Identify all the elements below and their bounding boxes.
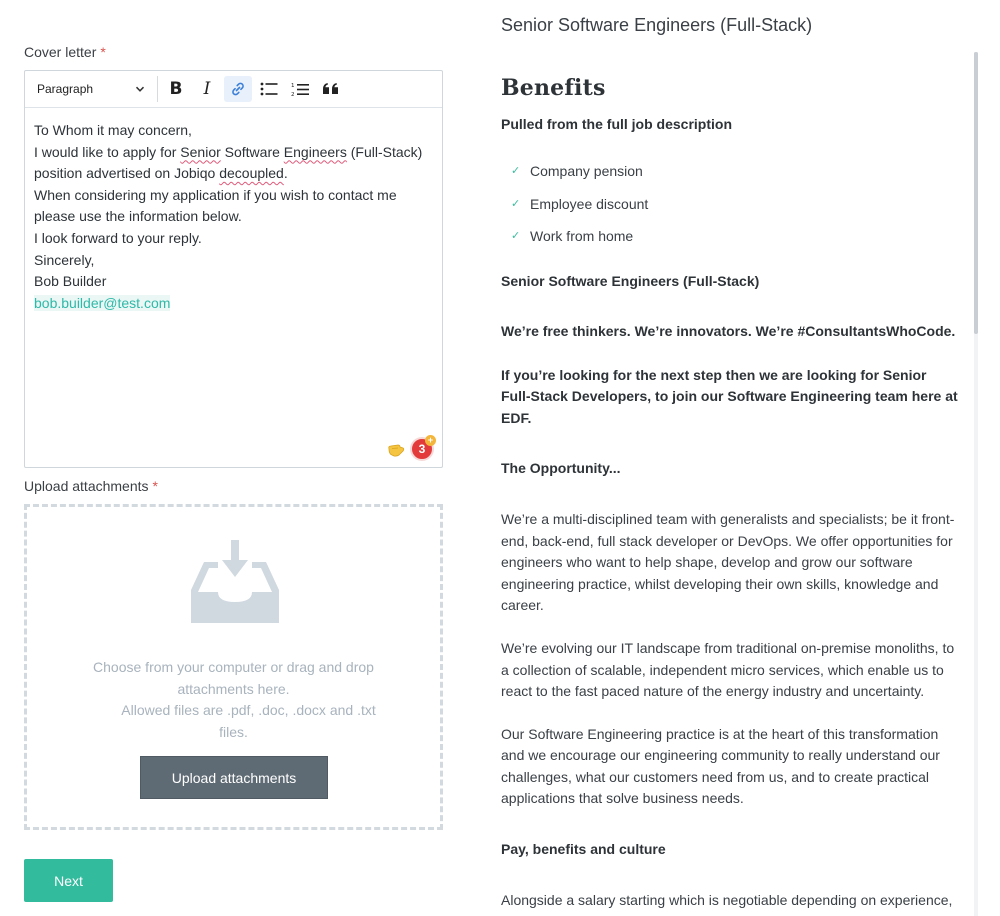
scrollbar-thumb[interactable]: [974, 52, 978, 334]
italic-button[interactable]: [193, 76, 221, 102]
upload-attachments-button[interactable]: Upload attachments: [140, 756, 328, 799]
description-paragraph: [501, 509, 973, 617]
bold-button[interactable]: [162, 76, 190, 102]
grammar-checker-widget[interactable]: [386, 437, 434, 461]
cover-letter-label-text: Cover letter: [24, 44, 97, 60]
description-line: EDF.: [501, 409, 532, 426]
description-line: Alongside a salary starting which is negotiable depending on experience,: [501, 891, 953, 908]
issue-count-badge[interactable]: [410, 437, 434, 461]
benefits-list: [501, 156, 973, 254]
description-line: applications that solve business needs.: [501, 790, 744, 807]
bulleted-list-button[interactable]: [255, 76, 283, 102]
letter-line: I look forward to your reply.: [34, 229, 202, 246]
next-button[interactable]: Next: [24, 859, 113, 902]
benefit-item: [501, 156, 973, 189]
bold-icon: B: [169, 79, 183, 99]
description-line: and we encourage our engineering community to really understand our: [501, 747, 940, 764]
italic-icon: I: [203, 79, 211, 99]
chevron-down-icon: [135, 84, 145, 94]
description-line: engineers who want to help shape, develop and grow our software: [501, 554, 913, 571]
letter-text: (Full-Stack): [346, 143, 423, 160]
description-paragraph: [501, 638, 973, 703]
letter-text: .: [283, 165, 288, 182]
benefit-item: [501, 221, 973, 254]
hand-wave-icon: [386, 439, 406, 459]
letter-text: Software: [220, 143, 284, 160]
description-paragraph: [501, 365, 973, 430]
letter-line: When considering my application if you wish to contact me: [34, 186, 397, 203]
spellcheck-word[interactable]: decoupled: [219, 165, 284, 182]
description-heading: Senior Software Engineers (Full-Stack): [501, 273, 760, 290]
dropzone-instructions: attachments here.: [177, 681, 290, 697]
svg-text:1: 1: [291, 82, 295, 89]
issue-count: 3: [418, 442, 426, 456]
opportunity-heading: The Opportunity...: [501, 460, 621, 477]
letter-line: To Whom it may concern,: [34, 122, 192, 138]
email-link[interactable]: bob.builder@test.com: [34, 294, 171, 311]
benefit-label: Employee discount: [530, 195, 649, 212]
description-line: challenges, what our customers need from us, and to create practical: [501, 768, 929, 785]
check-icon: ✓: [511, 165, 521, 178]
check-icon: ✓: [511, 197, 521, 210]
inbox-download-icon: [190, 540, 280, 624]
letter-line: please use the information below.: [34, 208, 242, 225]
job-description: [501, 70, 973, 916]
editor-content[interactable]: [25, 108, 442, 314]
letter-line: Sincerely,: [34, 251, 95, 268]
paragraph-format-select[interactable]: [29, 76, 153, 102]
toolbar-divider: [157, 76, 158, 102]
cover-letter-label: [24, 44, 106, 60]
letter-line: [34, 293, 433, 315]
attachment-dropzone[interactable]: [24, 504, 443, 830]
svg-text:2: 2: [291, 91, 295, 97]
upload-attachments-label: [24, 478, 158, 494]
required-asterisk: *: [152, 478, 158, 494]
description-line: react to the fast paced nature of the energy industry and uncertainty.: [501, 683, 925, 700]
letter-line: [34, 142, 433, 164]
plus-icon: +: [425, 435, 436, 446]
job-title: Senior Software Engineers (Full-Stack): [501, 15, 813, 35]
pay-benefits-heading: Pay, benefits and culture: [501, 841, 666, 858]
letter-text: position advertised on Jobiqo: [34, 165, 220, 182]
benefit-label: Work from home: [530, 228, 634, 245]
numbered-list-button[interactable]: [286, 76, 314, 102]
link-icon: [230, 81, 246, 97]
blockquote-icon: [323, 83, 339, 95]
description-line: career.: [501, 597, 544, 614]
benefit-label: Company pension: [530, 163, 643, 180]
description-line: a collection of scalable, independent micro services, which enable us to: [501, 661, 944, 678]
description-paragraph: [501, 724, 973, 810]
description-line: We’re evolving our IT landscape from traditional on-premise monoliths, to: [501, 639, 955, 656]
benefits-heading: Benefits: [501, 75, 606, 101]
check-icon: ✓: [511, 230, 521, 243]
dropzone-instructions: Choose from your computer or drag and drop: [93, 659, 374, 675]
letter-text: I would like to apply for: [34, 143, 181, 160]
benefits-subheading: Pulled from the full job description: [501, 116, 733, 132]
benefit-item: [501, 188, 973, 221]
allowed-files-text: Allowed files are .pdf, .doc, .docx and .txt: [121, 702, 376, 718]
upload-attachments-label-text: Upload attachments: [24, 478, 149, 494]
spellcheck-word[interactable]: Senior: [180, 143, 221, 160]
allowed-files-text: files.: [219, 724, 248, 740]
numbered-list-icon: [291, 82, 309, 97]
paragraph-format-value: Paragraph: [37, 82, 94, 96]
description-line: Our Software Engineering practice is at the heart of this transformation: [501, 725, 939, 742]
description-line: If you’re looking for the next step then we are looking for Senior: [501, 366, 927, 383]
description-line: end, back-end, full stack developer or DevOps. We offer opportunities for: [501, 532, 953, 549]
cover-letter-editor[interactable]: [24, 70, 443, 468]
spellcheck-word[interactable]: Engineers: [283, 143, 347, 160]
description-line: Full-Stack Developers, to join our Software Engineering team here at: [501, 388, 958, 405]
required-asterisk: *: [100, 44, 106, 60]
description-line: We’re a multi-disciplined team with generalists and specialists; be it front-: [501, 510, 955, 527]
blockquote-button[interactable]: [317, 76, 345, 102]
letter-line: Bob Builder: [34, 273, 107, 290]
letter-line: [34, 163, 433, 185]
bulleted-list-icon: [260, 82, 278, 96]
description-tagline: We’re free thinkers. We’re innovators. We’re #ConsultantsWhoCode.: [501, 322, 956, 339]
link-button[interactable]: [224, 76, 252, 102]
description-line: engineering practice, whilst developing their own skills, knowledge and: [501, 575, 939, 592]
editor-toolbar: [25, 71, 442, 108]
